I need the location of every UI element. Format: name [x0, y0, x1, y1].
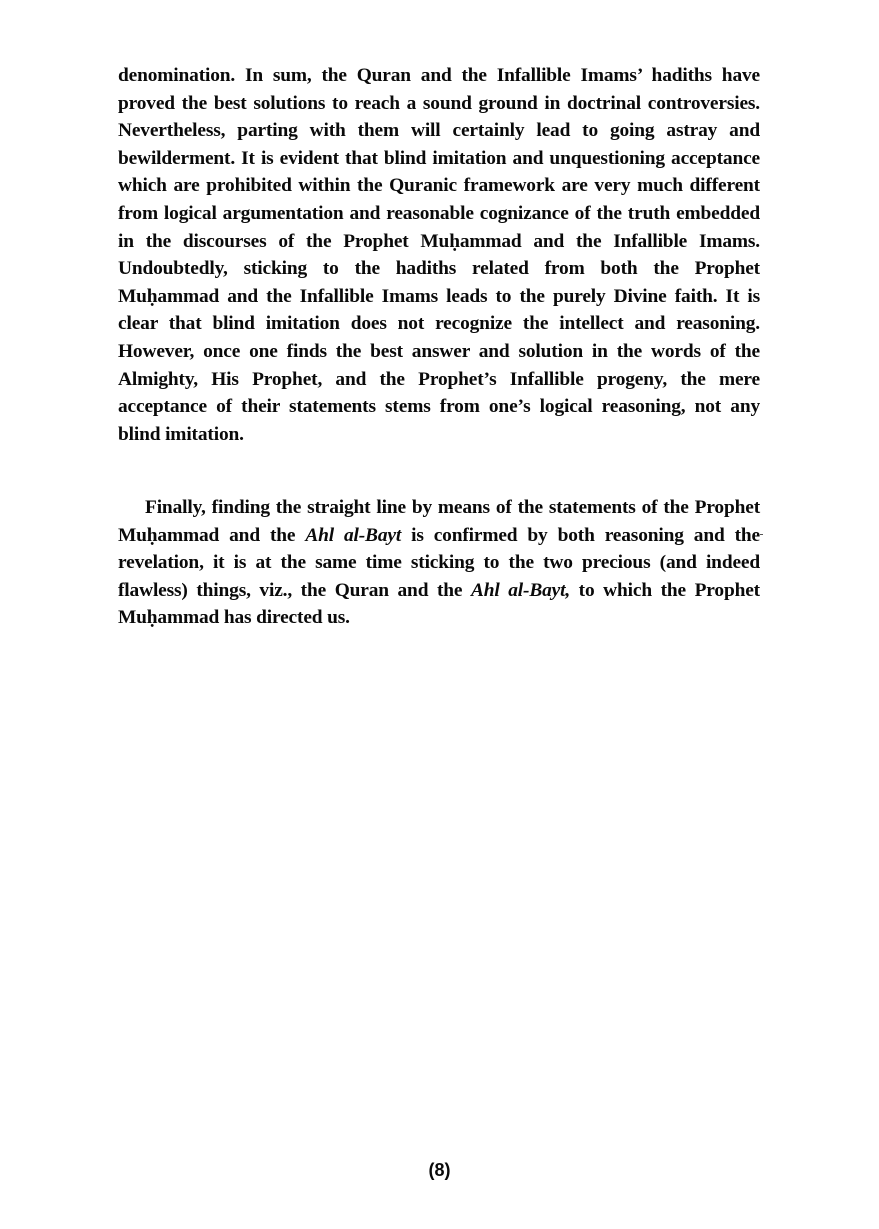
scan-mark	[760, 534, 763, 535]
paragraph-1-text: denomination. In sum, the Quran and the Infallible Imams’ hadiths have proved the best solutions to reach a sound ground in doctrinal controversies. Nevertheless, parting with them will certainly lead to going astray and bewilderment. It is evident that blind imitation and unquestioning acceptance which are prohibited within the Quranic framework are very much different from logical argumentation and reasonable cognizance of the truth embedded in the discourses of the Prophet Muḥammad and the Infallible Imams. Undoubtedly, sticking to the hadiths related from both the Prophet Muḥammad and the Infallible Imams leads to the purely Divine faith. It is clear that blind imitation does not recognize the intellect and reasoning. However, once one finds the best answer and solution in the words of the Almighty, His Prophet, and the Prophet’s Infallible progeny, the mere acceptance of their statements stems from one’s logical reasoning, not any blind imitation.	[118, 65, 760, 445]
ahl-al-bayt-term-1: Ahl al-Bayt	[305, 524, 402, 546]
paragraph-2-text-part-2: is confirmed by both reasoning and the revelation, it is at the same time sticking to the two precious (and indeed flawless) things, viz., the Quran and the	[118, 524, 760, 601]
ahl-al-bayt-term-2: Ahl al-Bayt,	[470, 579, 571, 601]
page-number: (8)	[428, 1160, 451, 1180]
paragraph-2-text-part-3: to which the Prophet Muḥammad has directed us.	[118, 579, 760, 629]
body-paragraph-1	[118, 62, 760, 448]
paragraph-2-text-part-1: Finally, finding the straight line by means of the statements of the Prophet Muḥammad and the	[118, 497, 760, 546]
body-paragraph-2	[118, 494, 760, 632]
